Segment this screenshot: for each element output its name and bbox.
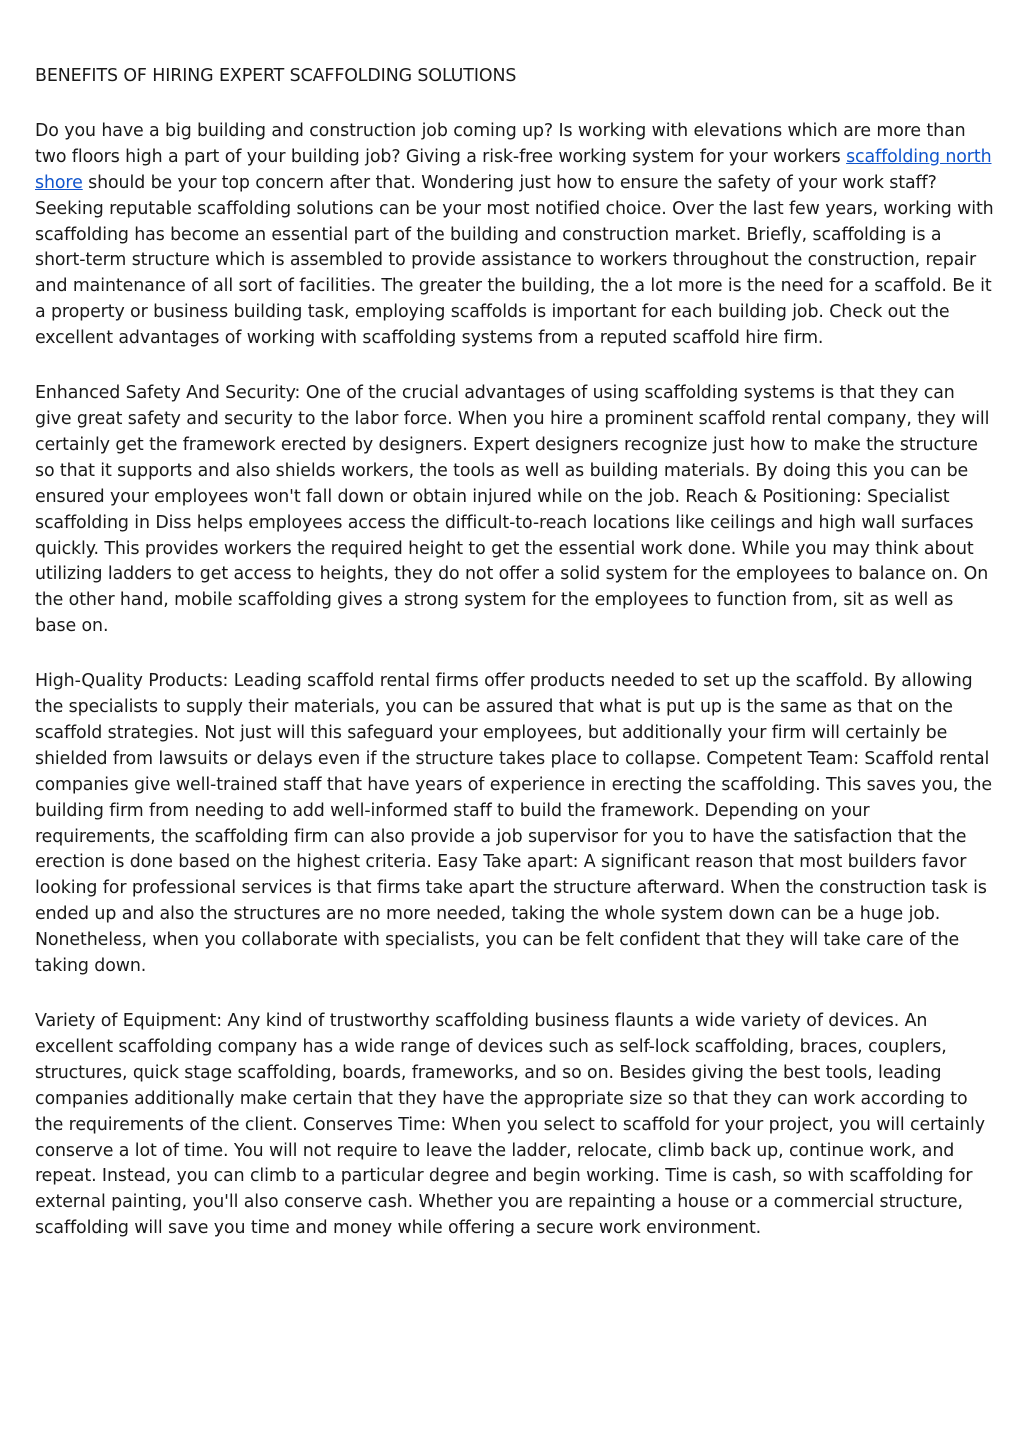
paragraph-intro-text-after: should be your top concern after that. Wondering just how to ensure the safety of your work staff? Seeking reputable scaffolding solutions can be your most notified choice. Over the last few years, working with scaffolding has become an essential part of the building and construction market. Briefly, scaffolding is a short-term structure which is assembled to provide assistance to workers throughout the construction, repair and maintenance of all sort of facilities. The greater the building, the a lot more is the need for a scaffold. Be it a property or business building task, employing scaffolds is important for each building job. Check out the excellent advantages of working with scaffolding systems from a reputed scaffold hire firm. [35, 172, 994, 349]
paragraph-intro [35, 119, 995, 352]
document-title: BENEFITS OF HIRING EXPERT SCAFFOLDING SOLUTIONS [35, 66, 517, 86]
paragraph-equipment: Variety of Equipment: Any kind of trustworthy scaffolding business flaunts a wide variety of devices. An excellent scaffolding company has a wide range of devices such as self-lock scaffolding, braces, couplers, structures, quick stage scaffolding, boards, frameworks, and so on. Besides giving the best tools, leading companies additionally make certain that they have the appropriate size so that they can work according to the requirements of the client. Conserves Time: When you select to scaffold for your project, you will certainly conserve a lot of time. You will not require to leave the ladder, relocate, climb back up, continue work, and repeat. Instead, you can climb to a particular degree and begin working. Time is cash, so with scaffolding for external painting, you'll also conserve cash. Whether you are repainting a house or a commercial structure, scaffolding will save you time and money while offering a secure work environment. [35, 1011, 985, 1239]
paragraph-products: High-Quality Products: Leading scaffold rental firms offer products needed to set up the scaffold. By allowing the specialists to supply their materials, you can be assured that what is put up is the same as that on the scaffold strategies. Not just will this safeguard your employees, but additionally your firm will certainly be shielded from lawsuits or delays even if the structure takes place to collapse. Competent Team: Scaffold rental companies give well-trained staff that have years of experience in erecting the scaffolding. This saves you, the building firm from needing to add well-informed staff to build the framework. Depending on your requirements, the scaffolding firm can also provide a job supervisor for you to have the satisfaction that the erection is done based on the highest criteria. Easy Take apart: A significant reason that most builders favor looking for professional services is that firms take apart the structure afterward. When the construction task is ended up and also the structures are no more needed, taking the whole system down can be a huge job. Nonetheless, when you collaborate with specialists, you can be felt confident that they will take care of the taking down. [35, 671, 993, 977]
paragraph-safety: Enhanced Safety And Security: One of the crucial advantages of using scaffolding systems is that they can give great safety and security to the labor force. When you hire a prominent scaffold rental company, they will certainly get the framework erected by designers. Expert designers recognize just how to make the structure so that it supports and also shields workers, the tools as well as building materials. By doing this you can be ensured your employees won't fall down or obtain injured while on the job. Reach & Positioning: Specialist scaffolding in Diss helps employees access the difficult-to-reach locations like ceilings and high wall surfaces quickly. This provides workers the required height to get the essential work done. While you may think about utilizing ladders to get access to heights, they do not offer a solid system for the employees to balance on. On the other hand, mobile scaffolding gives a strong system for the employees to function from, sit as well as base on. [35, 383, 990, 637]
scaffolding-north-shore-link[interactable]: scaffolding north shore [35, 146, 992, 193]
document-body [35, 64, 995, 1242]
paragraph-intro-text-before: Do you have a big building and construction job coming up? Is working with elevations which are more than two floors high a part of your building job? Giving a risk-free working system for your workers [35, 120, 966, 167]
